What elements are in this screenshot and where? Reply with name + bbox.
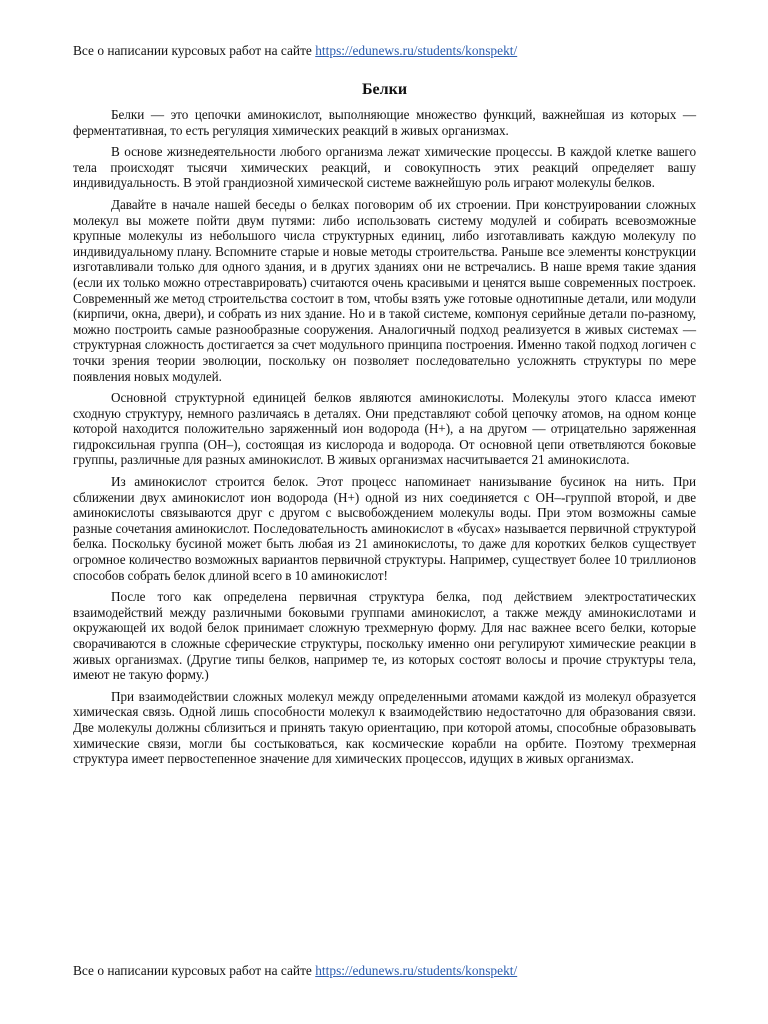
paragraph-5: Из аминокислот строится белок. Этот процесс напоминает нанизывание бусинок на нить. При сближении двух аминокислот ион водорода (H+) одной из них соединяется с OH–-группой второй, и две аминокислоты связываются друг с другом с высвобождением молекулы воды. При этом возможны самые разные сочетания аминокислот. Последовательность аминокислот в «бусах» называется первичной структурой белка. Поскольку бусиной может быть любая из 21 аминокислоты, то даже для коротких белков существует огромное количество возможных вариантов первичной структуры. Например, существует более 10 триллионов способов собрать белок длиной всего в 10 аминокислот! (73, 474, 696, 583)
paragraph-3: Давайте в начале нашей беседы о белках поговорим об их строении. При конструировании сложных молекул вы можете пойти двум путями: либо использовать систему модулей и собирать всевозможные крупные молекулы из небольшого числа структурных единиц, либо изготавливать каждую молекулу по индивидуальному плану. Вспомните старые и новые методы строительства. Раньше все элементы конструкции изготавливали только для одного здания, и в других зданиях они не встречались. В наше время такие здания (если их только можно отреставрировать) считаются очень красивыми и ценятся выше современных построек. Современный же метод строительства состоит в том, чтобы взять уже готовые однотипные детали, или модули (кирпичи, окна, двери), и собрать из них здание. Но и в такой системе, компонуя серийные детали по-разному, можно построить самые разнообразные сооружения. Аналогичный подход реализуется в живых системах — структурная сложность достигается за счет модульного принципа построения. Именно такой подход логичен с точки зрения теории эволюции, поскольку он позволяет последовательно усложнять структуры по мере появления новых модулей. (73, 196, 696, 384)
document-body (73, 107, 696, 773)
paragraph-2: В основе жизнедеятельности любого организма лежат химические процессы. В каждой клетке вашего тела происходят тысячи химических реакций, и совокупность этих реакций определяет вашу индивидуальность. В этой грандиозной химической системе важнейшую роль играют молекулы белков. (73, 144, 696, 191)
page-header (73, 43, 517, 59)
header-text: Все о написании курсовых работ на сайте (73, 43, 316, 58)
paragraph-6: После того как определена первичная структура белка, под действием электростатических взаимодействий между различными боковыми группами аминокислот, а также между аминокислотами и окружающей их водой белок принимает сложную трехмерную форму. Для нас важнее всего белки, которые сворачиваются в сложные сферические структуры, поскольку именно они регулируют химические реакции в живых организмах. (Другие типы белков, например те, из которых состоят волосы и прочие структуры тела, имеют не такую форму.) (73, 589, 696, 683)
page-footer (73, 963, 517, 979)
paragraph-4: Основной структурной единицей белков являются аминокислоты. Молекулы этого класса имеют сходную структуру, немного различаясь в деталях. Они представляют собой цепочку атомов, на одном конце которой находится положительно заряженный ион водорода (H+), а на другом — отрицательно заряженная гидроксильная группа (OH–), состоящая из кислорода и водорода. От основной цепи ответвляются боковые группы, различные для разных аминокислот. В живых организмах насчитывается 21 аминокислота. (73, 390, 696, 468)
footer-link[interactable]: https://edunews.ru/students/konspekt/ (315, 963, 518, 978)
footer-text: Все о написании курсовых работ на сайте (73, 963, 316, 978)
header-link[interactable]: https://edunews.ru/students/konspekt/ (315, 43, 518, 58)
document-title: Белки (361, 81, 408, 98)
paragraph-1: Белки — это цепочки аминокислот, выполняющие множество функций, важнейшая из которых — ферментативная, то есть регуляция химических реакций в живых организмах. (73, 107, 696, 138)
paragraph-7: При взаимодействии сложных молекул между определенными атомами каждой из молекул образуется химическая связь. Одной лишь способности молекул к взаимодействию недостаточно для образования связи. Две молекулы должны сблизиться и принять такую ориентацию, при которой атомы, способные образовывать химические связи, могли бы состыковаться, как космические корабли на орбите. Поэтому трехмерная структура имеет первостепенное значение для химических процессов, идущих в живых организмах. (73, 688, 696, 767)
